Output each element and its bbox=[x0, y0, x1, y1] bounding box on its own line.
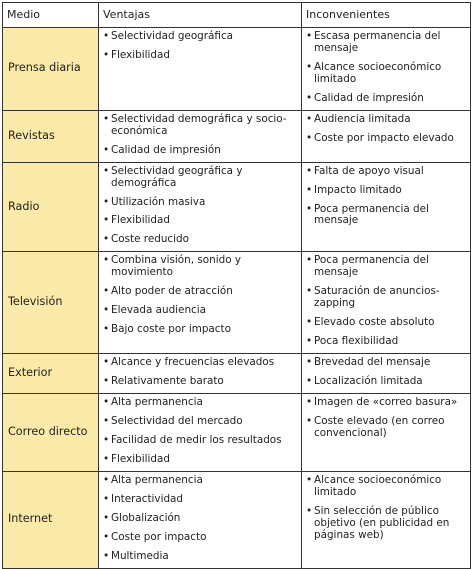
list-item: • Selectividad del mercado bbox=[102, 416, 298, 428]
list-item: • Coste por impacto elevado bbox=[305, 133, 467, 145]
ventajas-list bbox=[102, 357, 298, 388]
inconvenientes-cell bbox=[302, 252, 471, 354]
ventajas-cell bbox=[99, 354, 302, 394]
inconvenientes-cell bbox=[302, 110, 471, 162]
inconvenientes-list bbox=[305, 255, 467, 348]
list-item: • Selectividad demográfica y socio-económica bbox=[102, 114, 298, 138]
ventajas-cell bbox=[99, 394, 302, 472]
list-item: • Elevado coste absoluto bbox=[305, 317, 467, 329]
list-item: • Globalización bbox=[102, 513, 298, 525]
list-item: • Interactividad bbox=[102, 494, 298, 506]
table-row bbox=[3, 110, 471, 162]
medium-name: Internet bbox=[3, 471, 99, 568]
inconvenientes-list bbox=[305, 31, 467, 105]
table-row bbox=[3, 162, 471, 252]
inconvenientes-cell bbox=[302, 471, 471, 568]
list-item: • Flexibilidad bbox=[102, 454, 298, 466]
list-item: • Alta permanencia bbox=[102, 475, 298, 487]
inconvenientes-list bbox=[305, 114, 467, 145]
list-item: • Escasa permanencia del mensaje bbox=[305, 31, 467, 55]
list-item: • Multimedia bbox=[102, 551, 298, 563]
list-item: • Alto poder de atracción bbox=[102, 286, 298, 298]
table-row bbox=[3, 28, 471, 111]
list-item: • Combina visión, sonido y movimiento bbox=[102, 255, 298, 279]
list-item: • Flexibilidad bbox=[102, 215, 298, 227]
header-inconvenientes: Inconvenientes bbox=[302, 3, 471, 28]
list-item: • Coste por impacto bbox=[102, 532, 298, 544]
list-item: • Elevada audiencia bbox=[102, 305, 298, 317]
list-item: • Selectividad geográfica y demográfica bbox=[102, 166, 298, 190]
list-item: • Coste elevado (en correo convencional) bbox=[305, 416, 467, 440]
ventajas-list bbox=[102, 31, 298, 62]
inconvenientes-list bbox=[305, 475, 467, 542]
ventajas-list bbox=[102, 397, 298, 466]
ventajas-list bbox=[102, 166, 298, 247]
ventajas-cell bbox=[99, 471, 302, 568]
list-item: • Audiencia limitada bbox=[305, 114, 467, 126]
list-item: • Brevedad del mensaje bbox=[305, 357, 467, 369]
list-item: • Alta permanencia bbox=[102, 397, 298, 409]
inconvenientes-list bbox=[305, 357, 467, 388]
list-item: • Relativamente barato bbox=[102, 376, 298, 388]
inconvenientes-list bbox=[305, 397, 467, 440]
ventajas-cell bbox=[99, 28, 302, 111]
media-comparison-table bbox=[2, 2, 471, 569]
medium-name: Revistas bbox=[3, 110, 99, 162]
list-item: • Coste reducido bbox=[102, 234, 298, 246]
medium-name: Correo directo bbox=[3, 394, 99, 472]
inconvenientes-list bbox=[305, 166, 467, 228]
list-item: • Bajo coste por impacto bbox=[102, 324, 298, 336]
list-item: • Calidad de impresión bbox=[305, 93, 467, 105]
table-row bbox=[3, 354, 471, 394]
list-item: • Alcance socioeconómico limitado bbox=[305, 62, 467, 86]
list-item: • Poca permanencia del mensaje bbox=[305, 255, 467, 279]
list-item: • Localización limitada bbox=[305, 376, 467, 388]
ventajas-cell bbox=[99, 252, 302, 354]
ventajas-list bbox=[102, 475, 298, 563]
medium-name: Radio bbox=[3, 162, 99, 252]
list-item: • Facilidad de medir los resultados bbox=[102, 435, 298, 447]
list-item: • Saturación de anuncios-zapping bbox=[305, 286, 467, 310]
inconvenientes-cell bbox=[302, 162, 471, 252]
list-item: • Utilización masiva bbox=[102, 197, 298, 209]
ventajas-list bbox=[102, 255, 298, 336]
ventajas-list bbox=[102, 114, 298, 157]
header-medio: Medio bbox=[3, 3, 99, 28]
list-item: • Alcance y frecuencias elevados bbox=[102, 357, 298, 369]
list-item: • Poca permanencia del mensaje bbox=[305, 204, 467, 228]
inconvenientes-cell bbox=[302, 28, 471, 111]
table-row bbox=[3, 252, 471, 354]
list-item: • Sin selección de público objetivo (en publicidad en páginas web) bbox=[305, 506, 467, 542]
inconvenientes-cell bbox=[302, 394, 471, 472]
list-item: • Poca flexibilidad bbox=[305, 336, 467, 348]
list-item: • Impacto limitado bbox=[305, 185, 467, 197]
medium-name: Prensa diaria bbox=[3, 28, 99, 111]
medium-name: Televisión bbox=[3, 252, 99, 354]
table-row bbox=[3, 471, 471, 568]
medium-name: Exterior bbox=[3, 354, 99, 394]
list-item: • Calidad de impresión bbox=[102, 145, 298, 157]
list-item: • Alcance socioeconómico limitado bbox=[305, 475, 467, 499]
list-item: • Selectividad geográfica bbox=[102, 31, 298, 43]
header-ventajas: Ventajas bbox=[99, 3, 302, 28]
table-header-row bbox=[3, 3, 471, 28]
table-row bbox=[3, 394, 471, 472]
list-item: • Flexibilidad bbox=[102, 50, 298, 62]
list-item: • Falta de apoyo visual bbox=[305, 166, 467, 178]
ventajas-cell bbox=[99, 162, 302, 252]
inconvenientes-cell bbox=[302, 354, 471, 394]
list-item: • Imagen de «correo basura» bbox=[305, 397, 467, 409]
ventajas-cell bbox=[99, 110, 302, 162]
